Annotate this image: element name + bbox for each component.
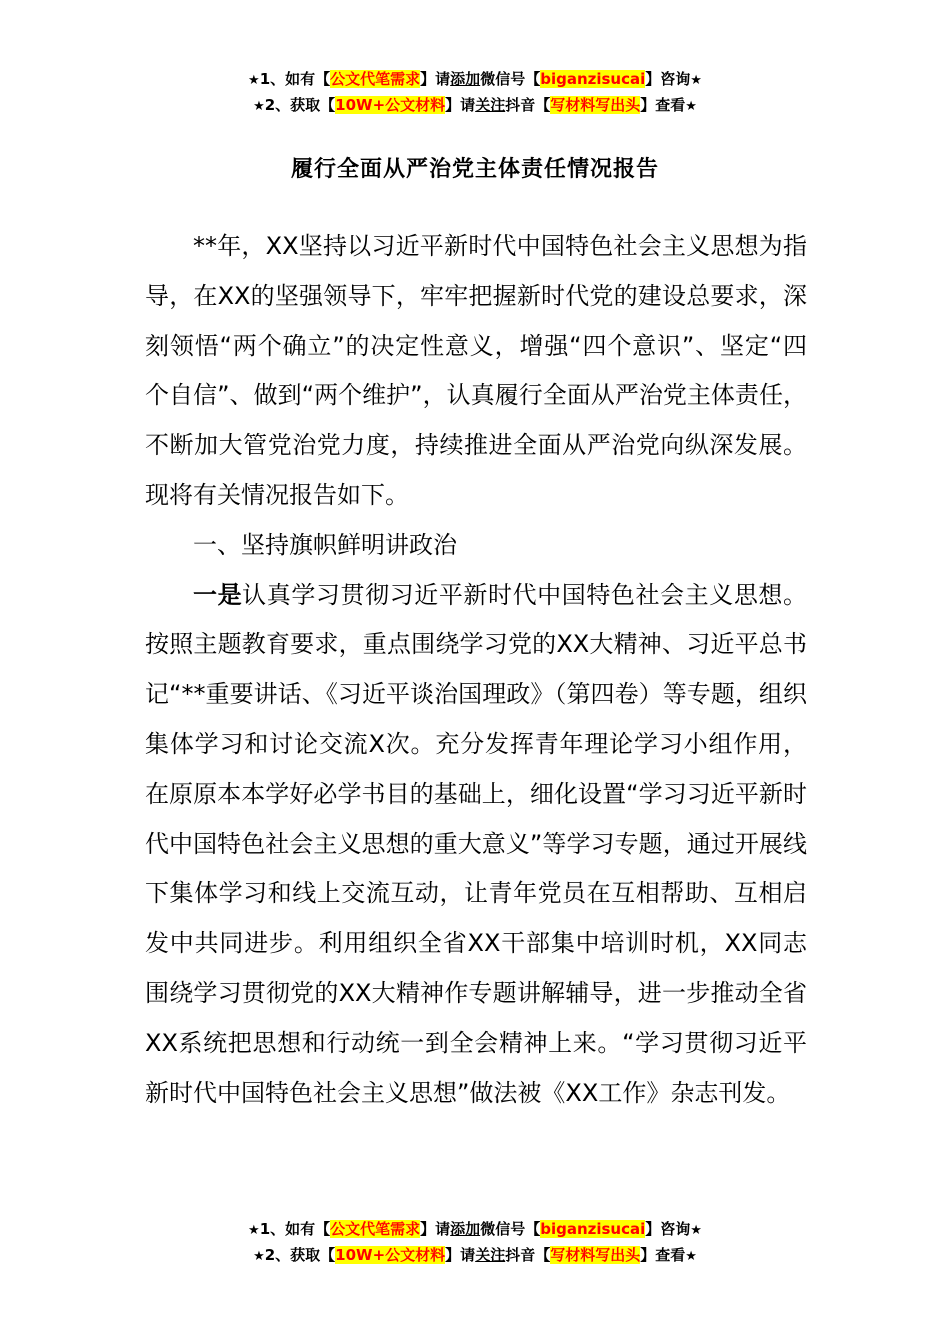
banner-highlight: 公文代笔需求 bbox=[330, 1220, 421, 1238]
banner-text: 】请 bbox=[420, 1220, 451, 1238]
banner-text: 】查看 bbox=[640, 1246, 686, 1264]
banner-text: 抖音【 bbox=[505, 1246, 551, 1264]
banner-text: 】查看 bbox=[640, 96, 686, 114]
banner-line-2 bbox=[0, 92, 950, 118]
banner-line-1 bbox=[0, 66, 950, 92]
banner-highlight: 写材料写出头 bbox=[550, 1246, 641, 1264]
banner-line-1 bbox=[0, 1216, 950, 1242]
banner-underlined-text: 添加 bbox=[450, 70, 481, 88]
banner-text: 】咨询 bbox=[645, 70, 691, 88]
banner-text: 】请 bbox=[445, 1246, 476, 1264]
banner-line-2 bbox=[0, 1242, 950, 1268]
section-heading: 一、坚持旗帜鲜明讲政治 bbox=[193, 530, 457, 559]
banner-text: 1、如有【 bbox=[259, 70, 331, 88]
banner-text: 】咨询 bbox=[645, 1220, 691, 1238]
banner-highlight: 写材料写出头 bbox=[550, 96, 641, 114]
document-title: 履行全面从严治党主体责任情况报告 bbox=[290, 157, 659, 182]
star-icon: ★ bbox=[690, 1223, 702, 1238]
banner-highlight: 10W+公文材料 bbox=[335, 1246, 446, 1264]
banner-underlined-text: 添加 bbox=[450, 1220, 481, 1238]
point-lead: 一是 bbox=[193, 580, 243, 609]
banner-underlined-text: 关注 bbox=[475, 1246, 506, 1264]
banner-text: 2、获取【 bbox=[264, 1246, 336, 1264]
star-icon: ★ bbox=[248, 1223, 260, 1238]
document-body bbox=[145, 222, 807, 1118]
banner-highlight: 10W+公文材料 bbox=[335, 96, 446, 114]
banner-text: 微信号【 bbox=[480, 1220, 541, 1238]
star-icon: ★ bbox=[253, 1249, 265, 1264]
bottom-banner bbox=[0, 1216, 950, 1268]
banner-text: 微信号【 bbox=[480, 70, 541, 88]
banner-text: 】请 bbox=[445, 96, 476, 114]
star-icon: ★ bbox=[248, 73, 260, 88]
banner-highlight: biganzisucai bbox=[540, 1220, 646, 1238]
star-icon: ★ bbox=[685, 99, 697, 114]
intro-paragraph: **年，XX坚持以习近平新时代中国特色社会主义思想为指导，在XX的坚强领导下，牢牢把握新时代党的建设总要求，深刻领悟“两个确立”的决定性意义，增强“四个意识”、坚定“四个自信”、做到“两个维护”，认真履行全面从严治党主体责任，不断加大管党治党力度，持续推进全面从严治党向纵深发展。现将有关情况报告如下。 bbox=[145, 232, 807, 509]
point-text: 认真学习贯彻习近平新时代中国特色社会主义思想。按照主题教育要求，重点围绕学习党的XX大精神、习近平总书记“**重要讲话、《习近平谈治国理政》（第四卷）等专题，组织集体学习和讨论交流X次。充分发挥青年理论学习小组作用，在原原本本学好必学书目的基础上，细化设置“学习习近平新时代中国特色社会主义思想的重大意义”等学习专题，通过开展线下集体学习和线上交流互动，让青年党员在互相帮助、互相启发中共同进步。利用组织全省XX干部集中培训时机，XX同志围绕学习贯彻党的XX大精神作专题讲解辅导，进一步推动全省XX系统把思想和行动统一到全会精神上来。“学习贯彻习近平新时代中国特色社会主义思想”做法被《XX工作》杂志刊发。 bbox=[145, 580, 808, 1107]
point-paragraph bbox=[145, 571, 807, 1119]
star-icon: ★ bbox=[685, 1249, 697, 1264]
banner-text: 】请 bbox=[420, 70, 451, 88]
banner-text: 2、获取【 bbox=[264, 96, 336, 114]
star-icon: ★ bbox=[253, 99, 265, 114]
star-icon: ★ bbox=[690, 73, 702, 88]
banner-highlight: biganzisucai bbox=[540, 70, 646, 88]
top-banner bbox=[0, 66, 950, 118]
banner-text: 1、如有【 bbox=[259, 1220, 331, 1238]
banner-underlined-text: 关注 bbox=[475, 96, 506, 114]
banner-highlight: 公文代笔需求 bbox=[330, 70, 421, 88]
banner-text: 抖音【 bbox=[505, 96, 551, 114]
